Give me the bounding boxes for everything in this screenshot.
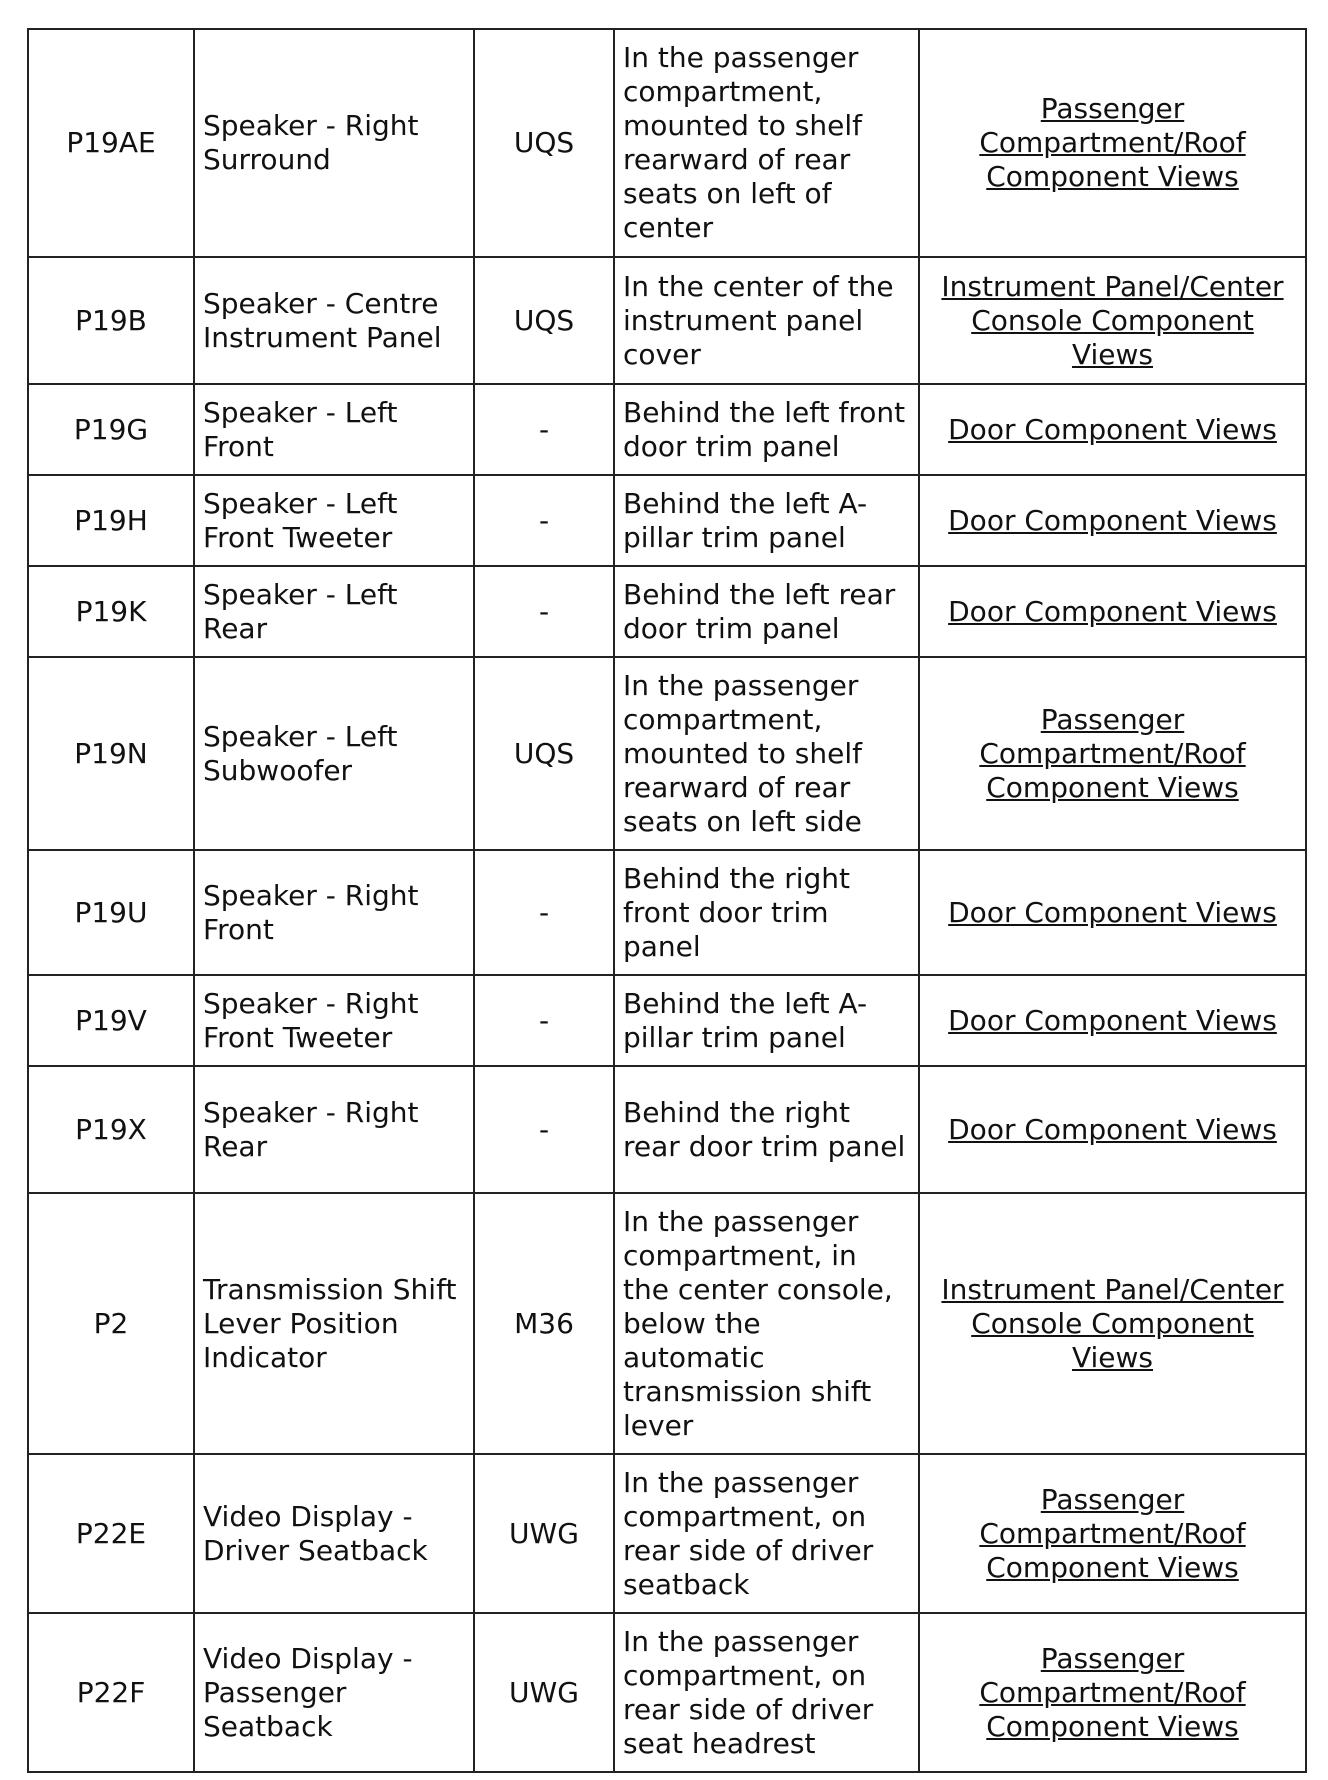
- option-code: UWG: [474, 1454, 614, 1613]
- component-code: P19N: [28, 657, 194, 850]
- component-view-link[interactable]: Passenger Compartment/Roof Component Views: [979, 1482, 1246, 1584]
- component-location: In the passenger compartment, on rear side of driver seat headrest: [614, 1613, 919, 1772]
- component-location: In the passenger compartment, in the center console, below the automatic transmission shift lever: [614, 1193, 919, 1454]
- component-view-link[interactable]: Door Component Views: [948, 412, 1277, 446]
- component-name: Speaker - Right Rear: [194, 1066, 474, 1193]
- view-cell: [919, 1066, 1306, 1193]
- table-row: [28, 29, 1306, 257]
- table-row: [28, 1613, 1306, 1772]
- view-cell: [919, 566, 1306, 657]
- component-location: In the center of the instrument panel cover: [614, 257, 919, 384]
- table-row: [28, 1454, 1306, 1613]
- component-code: P19B: [28, 257, 194, 384]
- view-cell: [919, 475, 1306, 566]
- component-name: Speaker - Left Rear: [194, 566, 474, 657]
- component-location: In the passenger compartment, mounted to shelf rearward of rear seats on left side: [614, 657, 919, 850]
- component-view-link[interactable]: Instrument Panel/Center Console Component Views: [941, 1272, 1284, 1374]
- component-code: P22F: [28, 1613, 194, 1772]
- table-row: [28, 850, 1306, 975]
- component-location: In the passenger compartment, mounted to shelf rearward of rear seats on left of center: [614, 29, 919, 257]
- component-code: P19V: [28, 975, 194, 1066]
- component-view-link[interactable]: Door Component Views: [948, 1112, 1277, 1146]
- component-name: Speaker - Centre Instrument Panel: [194, 257, 474, 384]
- component-code: P19G: [28, 384, 194, 475]
- view-cell: [919, 975, 1306, 1066]
- option-code: -: [474, 850, 614, 975]
- table-row: [28, 566, 1306, 657]
- component-view-link[interactable]: Passenger Compartment/Roof Component Views: [979, 1641, 1246, 1743]
- component-name: Speaker - Right Surround: [194, 29, 474, 257]
- component-location: Behind the right front door trim panel: [614, 850, 919, 975]
- component-location: Behind the right rear door trim panel: [614, 1066, 919, 1193]
- option-code: UQS: [474, 657, 614, 850]
- component-location: Behind the left rear door trim panel: [614, 566, 919, 657]
- view-cell: [919, 29, 1306, 257]
- component-name: Speaker - Right Front: [194, 850, 474, 975]
- component-view-link[interactable]: Passenger Compartment/Roof Component Views: [979, 92, 1246, 193]
- component-code: P19AE: [28, 29, 194, 257]
- component-name: Speaker - Left Front: [194, 384, 474, 475]
- option-code: -: [474, 1066, 614, 1193]
- component-location: In the passenger compartment, on rear side of driver seatback: [614, 1454, 919, 1613]
- table-row: [28, 975, 1306, 1066]
- component-locator-table: [27, 28, 1307, 1773]
- component-code: P19X: [28, 1066, 194, 1193]
- option-code: UQS: [474, 257, 614, 384]
- component-location: Behind the left front door trim panel: [614, 384, 919, 475]
- view-cell: [919, 384, 1306, 475]
- option-code: -: [474, 475, 614, 566]
- component-name: Speaker - Right Front Tweeter: [194, 975, 474, 1066]
- component-name: Speaker - Left Subwoofer: [194, 657, 474, 850]
- view-cell: [919, 1193, 1306, 1454]
- table-row: [28, 384, 1306, 475]
- option-code: UQS: [474, 29, 614, 257]
- component-code: P22E: [28, 1454, 194, 1613]
- component-name: Video Display - Driver Seatback: [194, 1454, 474, 1613]
- table-row: [28, 1066, 1306, 1193]
- component-code: P2: [28, 1193, 194, 1454]
- view-cell: [919, 657, 1306, 850]
- component-location: Behind the left A-pillar trim panel: [614, 975, 919, 1066]
- option-code: M36: [474, 1193, 614, 1454]
- view-cell: [919, 1454, 1306, 1613]
- table-row: [28, 475, 1306, 566]
- component-location: Behind the left A-pillar trim panel: [614, 475, 919, 566]
- option-code: UWG: [474, 1613, 614, 1772]
- component-view-link[interactable]: Passenger Compartment/Roof Component Views: [979, 702, 1246, 804]
- component-view-link[interactable]: Door Component Views: [948, 1003, 1277, 1037]
- component-view-link[interactable]: Instrument Panel/Center Console Component Views: [941, 269, 1284, 371]
- component-name: Speaker - Left Front Tweeter: [194, 475, 474, 566]
- view-cell: [919, 257, 1306, 384]
- component-name: Transmission Shift Lever Position Indicator: [194, 1193, 474, 1454]
- component-code: P19H: [28, 475, 194, 566]
- component-view-link[interactable]: Door Component Views: [948, 503, 1277, 537]
- option-code: -: [474, 566, 614, 657]
- table-row: [28, 1193, 1306, 1454]
- component-code: P19K: [28, 566, 194, 657]
- table-row: [28, 257, 1306, 384]
- option-code: -: [474, 384, 614, 475]
- option-code: -: [474, 975, 614, 1066]
- view-cell: [919, 850, 1306, 975]
- component-view-link[interactable]: Door Component Views: [948, 895, 1277, 929]
- view-cell: [919, 1613, 1306, 1772]
- component-code: P19U: [28, 850, 194, 975]
- table-row: [28, 657, 1306, 850]
- component-view-link[interactable]: Door Component Views: [948, 594, 1277, 628]
- component-name: Video Display - Passenger Seatback: [194, 1613, 474, 1772]
